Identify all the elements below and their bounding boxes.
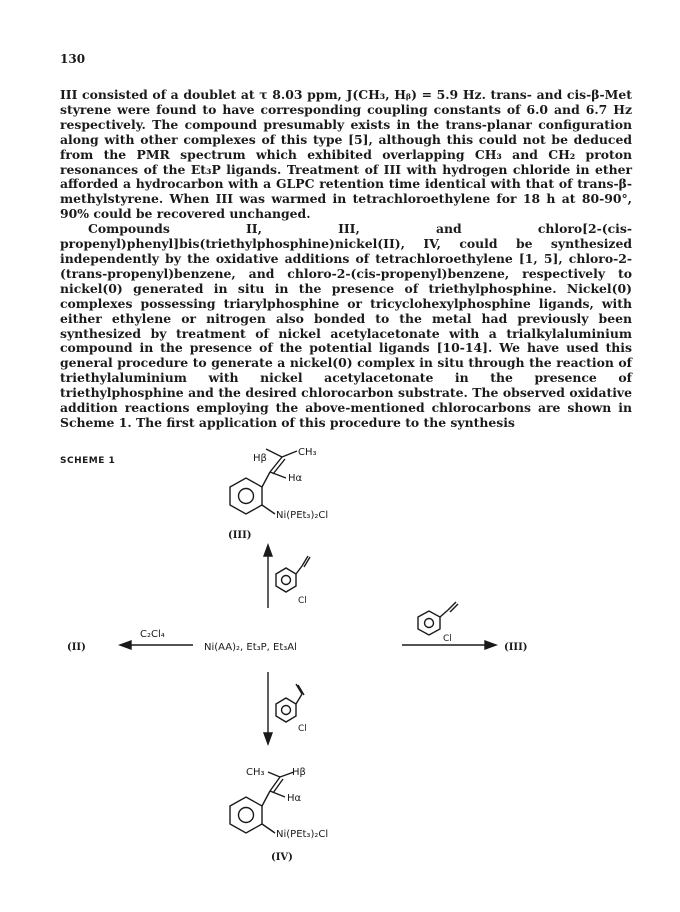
arrow-up: [264, 545, 272, 608]
page-number: 130: [60, 52, 86, 66]
iii-h-alpha: Hα: [288, 473, 303, 484]
iv-h-beta: Hβ: [292, 767, 306, 778]
paragraph-2: Compounds II, III, and chloro[2-(cis-propenyl)phenyl]bis(triethylphosphine)nickel(II), IV, could be synthesized independently by the oxidative additions of tetrachloroethylene [1, 5], chloro-2-(trans-propenyl)benzene, and chloro-2-(cis-propenyl)benzene, respectively to nickel(0) generated in situ in the presence of triethylphosphine. Nickel(0) complexes possessing triarylphosphine or tricyclohexylphosphine ligands, with either ethylene or nitrogen also bonded to the metal had previously been synthesized by treatment of nickel acetylacetonate with a trialkylaluminium compound in the presence of the potential ligands [10-14]. We have used this general procedure to generate a nickel(0) complex in situ through the reaction of triethylaluminium with nickel acetylacetonate in the presence of triethylphosphine and the desired chlorocarbon substrate. The observed oxidative addition reactions employing the above-mentioned chlorocarbons are shown in Scheme 1. The first application of this procedure to the synthesis: [60, 221, 632, 430]
iii-ni-group: Ni(PEt₃)₂Cl: [276, 510, 329, 521]
compound-iv-label: (IV): [271, 852, 293, 863]
reactant-right: [418, 602, 458, 635]
paragraph-1: III consisted of a doublet at τ 8.03 ppm, J(CH₃, Hᵦ) = 5.9 Hz. trans- and cis-β-Met styrene were found to have corresponding coupling constants of 6.0 and 6.7 Hz respectively. The compound presumably exists in the trans-planar configuration along with other complexes of this type [5], although this could not be deduced from the PMR spectrum which exhibited overlapping CH₃ and CH₂ proton resonances of the Et₃P ligands. Treatment of III with hydrogen chloride in ether afforded a hydrocarbon with a GLPC retention time identical with that of trans-β-methylstyrene. When III was warmed in tetrachloroethylene for 18 h at 80-90°, 90% could be recovered unchanged.: [60, 87, 632, 222]
reactant-trans: [276, 556, 310, 592]
center-reagent: Ni(AA)₂, Et₃P, Et₃Al: [204, 642, 297, 653]
arrow-down: [264, 672, 272, 744]
compound-iii-right-label: (III): [504, 642, 528, 653]
arrow-left: [120, 641, 193, 649]
reactant-cis: [276, 684, 304, 722]
top-reactant-cl: Cl: [298, 596, 307, 606]
c2cl4-reagent: C₂Cl₄: [140, 629, 165, 640]
compound-ii-label: (II): [67, 642, 86, 653]
iv-ni-group: Ni(PEt₃)₂Cl: [276, 829, 329, 840]
bottom-reactant-cl: Cl: [298, 724, 307, 734]
scheme-label: SCHEME 1: [60, 456, 116, 466]
compound-iii-label: (III): [228, 530, 252, 541]
right-reactant-cl: Cl: [443, 634, 452, 644]
iii-ch3: CH₃: [298, 447, 317, 458]
compound-iv-structure: [230, 772, 294, 833]
iv-ch3: CH₃: [246, 767, 265, 778]
iv-h-alpha: Hα: [287, 793, 302, 804]
iii-h-beta: Hβ: [253, 453, 267, 464]
